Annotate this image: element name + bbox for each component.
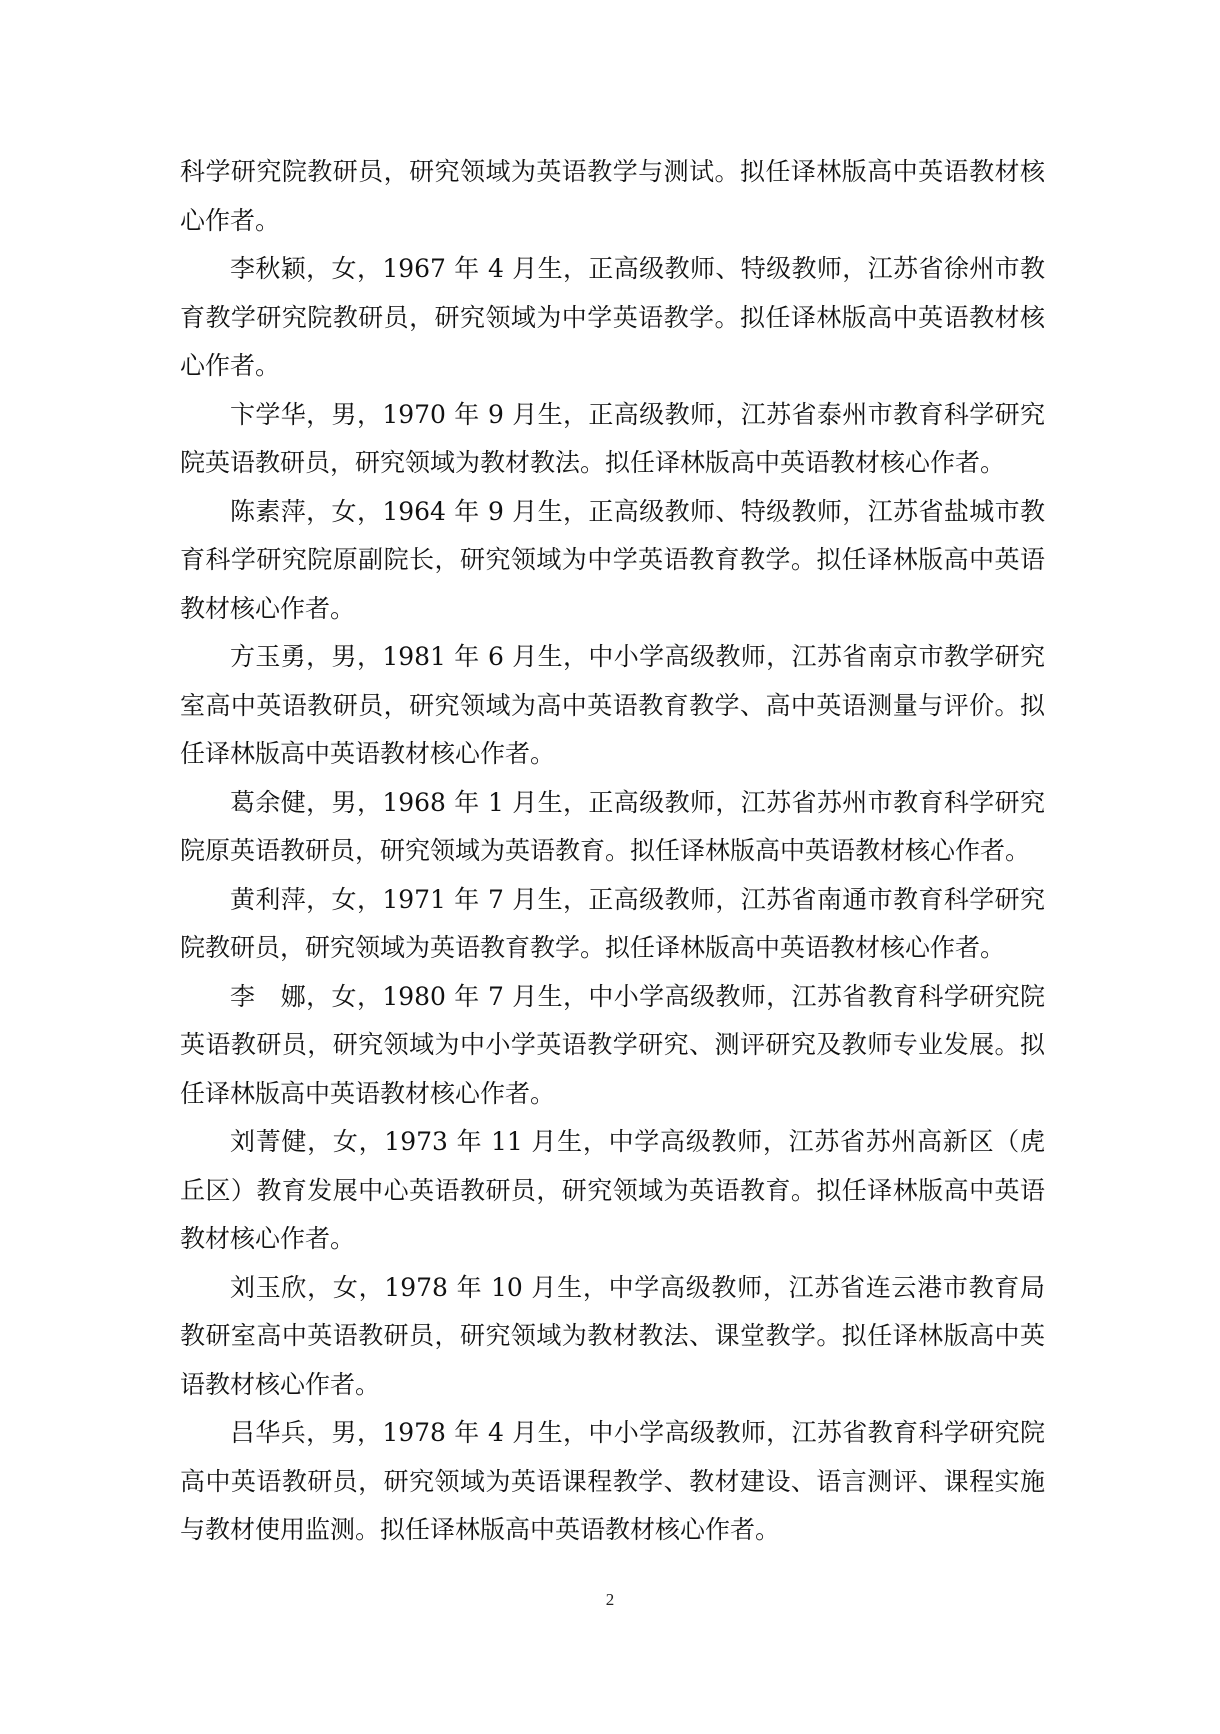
paragraph-author-bian-xuehua: 卞学华，男，1970 年 9 月生，正高级教师，江苏省泰州市教育科学研究院英语教研员，研究领域为教材教法。拟任译林版高中英语教材核心作者。	[180, 399, 1045, 477]
paragraph-continuation: 科学研究院教研员，研究领域为英语教学与测试。拟任译林版高中英语教材核心作者。	[180, 157, 1045, 235]
paragraph-author-chen-suping: 陈素萍，女，1964 年 9 月生，正高级教师、特级教师，江苏省盐城市教育科学研究院原副院长，研究领域为中学英语教育教学。拟任译林版高中英语教材核心作者。	[180, 496, 1045, 623]
paragraph-author-liu-yuxin: 刘玉欣，女，1978 年 10 月生，中学高级教师，江苏省连云港市教育局教研室高中英语教研员，研究领域为教材教法、课堂教学。拟任译林版高中英语教材核心作者。	[180, 1272, 1045, 1399]
page-number: 2	[605, 1590, 615, 1609]
paragraph-author-ge-yujian: 葛余健，男，1968 年 1 月生，正高级教师，江苏省苏州市教育科学研究院原英语教研员，研究领域为英语教育。拟任译林版高中英语教材核心作者。	[180, 787, 1045, 865]
paragraph-author-fang-yuyong: 方玉勇，男，1981 年 6 月生，中小学高级教师，江苏省南京市教学研究室高中英语教研员，研究领域为高中英语教育教学、高中英语测量与评价。拟任译林版高中英语教材核心作者。	[180, 642, 1045, 768]
paragraph-author-li-na: 李 娜，女，1980 年 7 月生，中小学高级教师，江苏省教育科学研究院英语教研员，研究领域为中小学英语教学研究、测评研究及教师专业发展。拟任译林版高中英语教材核心作者。	[180, 981, 1045, 1108]
paragraph-author-li-qiuying: 李秋颖，女，1967 年 4 月生，正高级教师、特级教师，江苏省徐州市教育教学研究院教研员，研究领域为中学英语教学。拟任译林版高中英语教材核心作者。	[180, 254, 1045, 380]
document-body	[180, 148, 1045, 1555]
paragraph-author-huang-liping: 黄利萍，女，1971 年 7 月生，正高级教师，江苏省南通市教育科学研究院教研员，研究领域为英语教育教学。拟任译林版高中英语教材核心作者。	[180, 884, 1045, 962]
paragraph-author-liu-jingjian: 刘菁健，女，1973 年 11 月生，中学高级教师，江苏省苏州高新区（虎丘区）教育发展中心英语教研员，研究领域为英语教育。拟任译林版高中英语教材核心作者。	[180, 1127, 1045, 1253]
paragraph-author-lv-huabing: 吕华兵，男，1978 年 4 月生，中小学高级教师，江苏省教育科学研究院高中英语教研员，研究领域为英语课程教学、教材建设、语言测评、课程实施与教材使用监测。拟任译林版高中英语教材核心作者。	[180, 1418, 1045, 1544]
